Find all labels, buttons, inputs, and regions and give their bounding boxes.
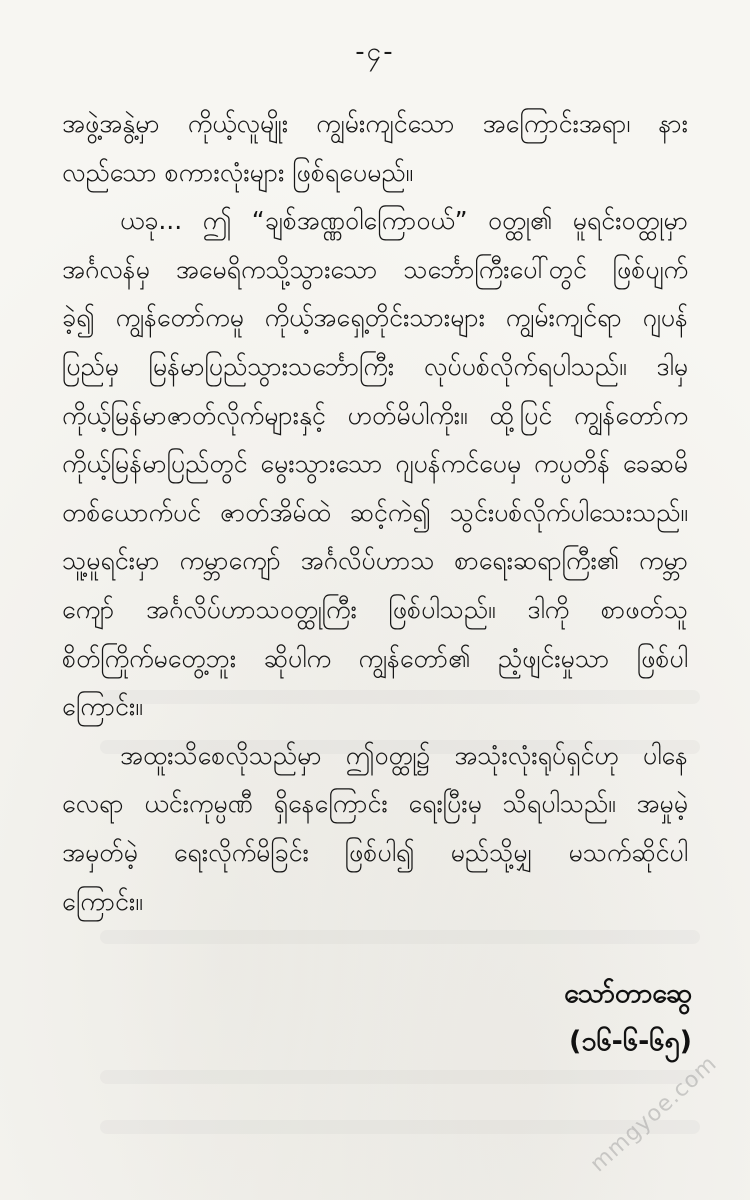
text-line: ကြောင်း။ [62, 886, 143, 916]
text-line: ကျော် အင်္ဂလိပ်ဟာသဝတ္ထုကြီး ဖြစ်ပါသည်။ ဒါကို စာဖတ်သူ [62, 594, 688, 624]
text-line: အမှတ်မဲ့ ရေးလိုက်မိခြင်း ဖြစ်ပါ၍ မည်သို့မျှ မသက်ဆိုင်ပါ [62, 837, 688, 867]
text-line: ကြောင်း။ [62, 692, 143, 722]
show-through-shadow [100, 1070, 700, 1084]
page-number: -၄- [355, 37, 395, 67]
body-text [62, 100, 688, 926]
text-line: ခဲ့၍ ကျွန်တော်ကမူ ကိုယ့်အရှေ့တိုင်းသားများ ကျွမ်းကျင်ရာ ဂျပန် [62, 303, 688, 333]
text-line: လည်သော စကားလုံးများ ဖြစ်ရပေမည်။ [62, 157, 414, 187]
show-through-shadow [100, 930, 700, 944]
text-line: တစ်ယောက်ပင် ဇာတ်အိမ်ထဲ ဆင့်ကဲ၍ သွင်းပစ်လိုက်ပါသေးသည်။ [62, 497, 688, 527]
signature-date: (၁၆-၆-၆၅) [568, 1026, 692, 1057]
text-line: လေရာ ယင်းကုမ္ပဏီ ရှိနေကြောင်း ရေးပြီးမှ သိရပါသည်။ အမှုမဲ့ [62, 789, 688, 819]
text-line: အဖွဲ့အနွဲ့မှာ ကိုယ့်လူမျိုး ကျွမ်းကျင်သော အကြောင်းအရာ၊ နား [62, 109, 688, 138]
text-line: သူ့မူရင်းမှာ ကမ္ဘာကျော် အင်္ဂလိပ်ဟာသ စာရေးဆရာကြီး၏ ကမ္ဘာ [62, 546, 688, 576]
signature-block [564, 970, 692, 1066]
text-line: ယခု... ဤ “ချစ်အဏ္ဏဝါကြောဝယ်” ဝတ္ထု၏ မူရင်းဝတ္ထုမှာ [120, 206, 688, 236]
text-line: စိတ်ကြိုက်မတွေ့ဘူး ဆိုပါက ကျွန်တော်၏ ညံ့ဖျင်းမှုသာ ဖြစ်ပါ [62, 643, 688, 673]
watermark-text: mmgyoe.com [585, 1051, 723, 1178]
text-line: အင်္ဂလန်မှ အမေရိကသို့သွားသော သင်္ဘောကြီးပေါ်တွင် ဖြစ်ပျက် [62, 254, 688, 284]
show-through-shadow [100, 1120, 700, 1134]
text-line: ကိုယ့်မြန်မာဇာတ်လိုက်များနှင့် ဟတ်မိပါကိုး။ ထို့ပြင် ကျွန်တော်က [62, 400, 688, 430]
author-name: သော်တာဆွေ [564, 978, 692, 1009]
text-line: ပြည်မှ မြန်မာပြည်သွားသင်္ဘောကြီး လုပ်ပစ်လိုက်ရပါသည်။ ဒါမှ [62, 351, 688, 381]
text-line: အထူးသိစေလိုသည်မှာ ဤဝတ္ထု၌ အသုံးလုံးရုပ်ရှင်ဟု ပါနေ [120, 740, 688, 770]
text-line: ကိုယ့်မြန်မာပြည်တွင် မွေးသွားသော ဂျပန်ကင်ပေမှ ကပ္ပတိန် ခေဆမိ [62, 449, 688, 479]
